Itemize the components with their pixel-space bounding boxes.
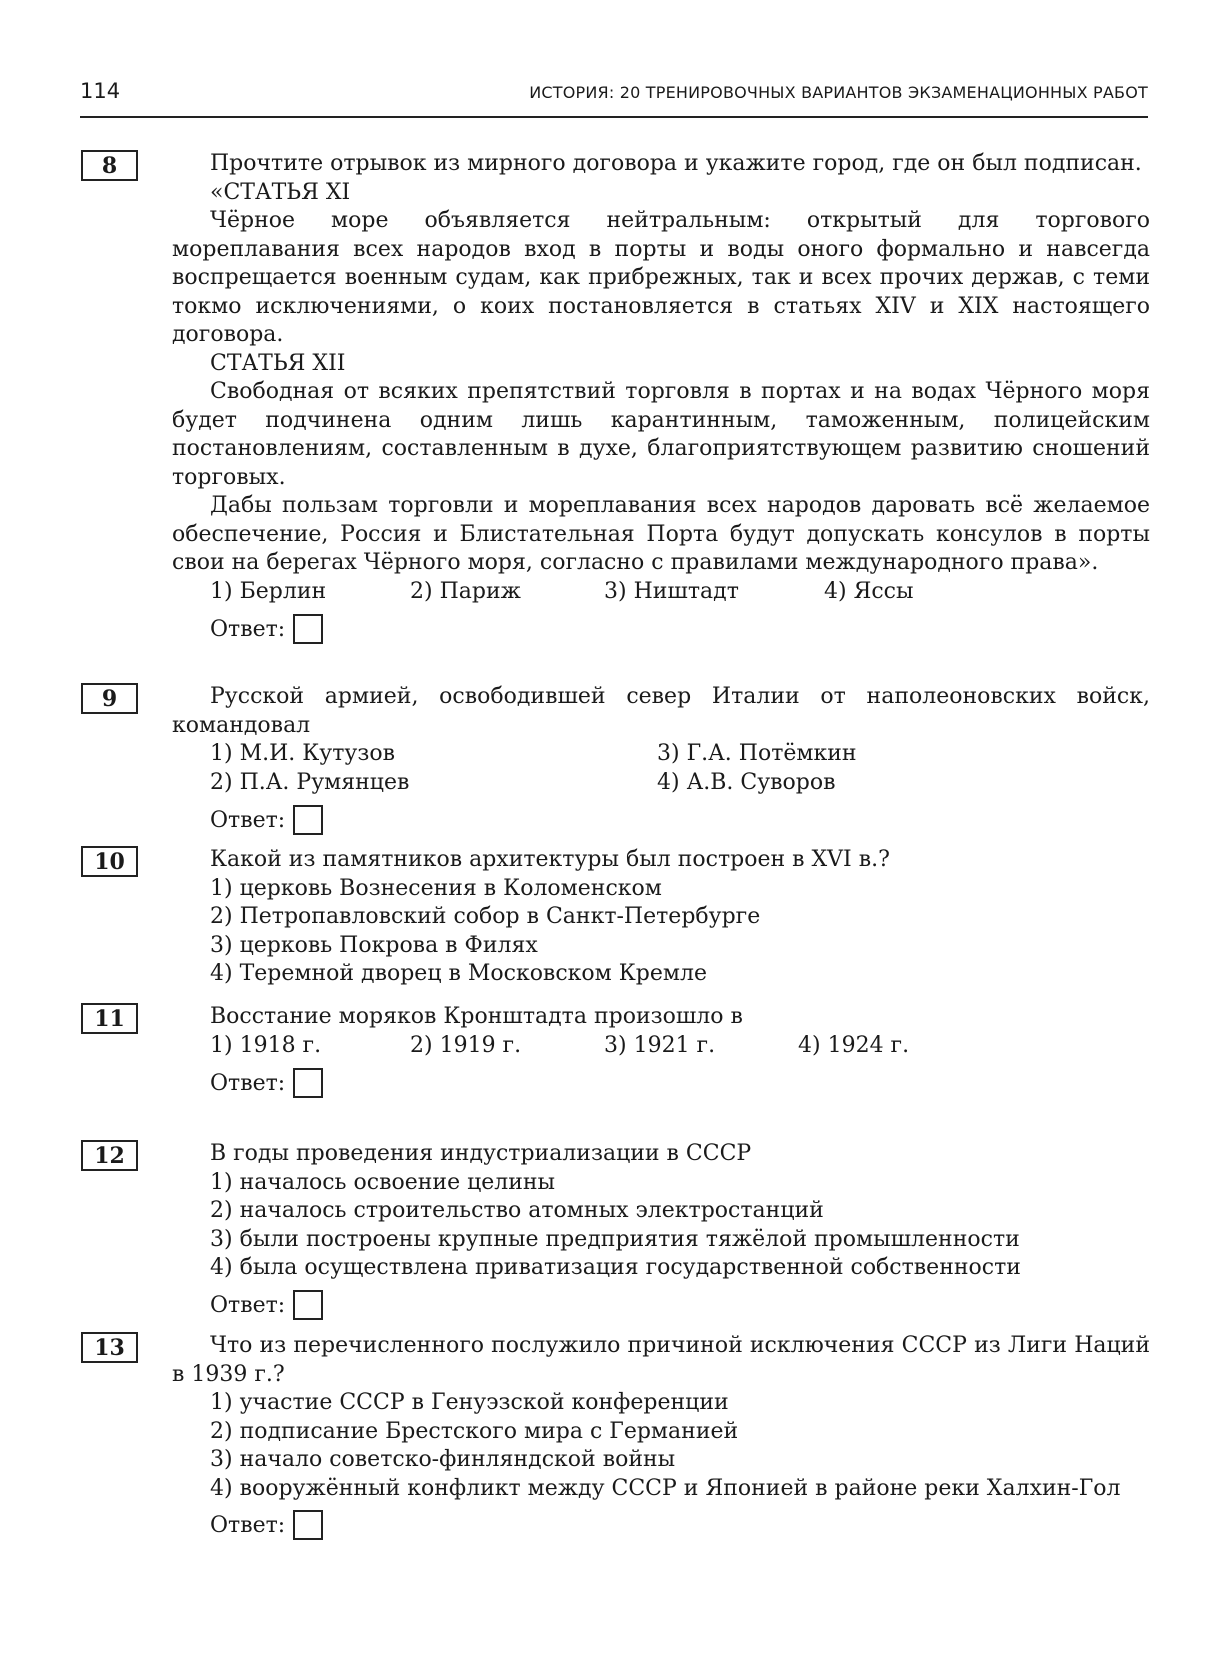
question-12 — [80, 1140, 1150, 1324]
option-1: 1) церковь Вознесения в Коломенском — [210, 875, 662, 901]
question-11 — [80, 1003, 1150, 1102]
option-3: 3) были построены крупные предприятия тяжёлой промышленности — [210, 1226, 1020, 1252]
option-4: 4) Теремной дворец в Московском Кремле — [210, 961, 707, 986]
answer-label: Ответ: — [210, 1513, 286, 1538]
option-1: 1) М.И. Кутузов — [210, 741, 395, 766]
answer-label: Ответ: — [210, 1070, 286, 1096]
answer-line — [172, 805, 1150, 839]
answer-line — [172, 1068, 1150, 1102]
question-prompt: Восстание моряков Кронштадта произошло в — [210, 1004, 743, 1029]
answer-box[interactable] — [293, 614, 323, 644]
answer-options — [172, 578, 1150, 607]
option-2: 2) Париж — [410, 578, 521, 604]
option-4: 4) А.В. Суворов — [657, 770, 836, 795]
option-3: 3) начало советско-финляндской войны — [210, 1447, 676, 1472]
option-1: 1) участие СССР в Генуэзской конференции — [210, 1390, 729, 1415]
answer-options — [172, 769, 1150, 798]
answer-label: Ответ: — [210, 808, 286, 833]
option-4: 4) 1924 г. — [798, 1032, 910, 1058]
question-number: 9 — [81, 683, 138, 714]
article-title: «СТАТЬЯ XI — [210, 179, 351, 205]
option-4: 4) Яссы — [824, 578, 914, 604]
answer-options — [172, 740, 1150, 769]
option-2: 2) началось строительство атомных электростанций — [210, 1198, 824, 1223]
option-4: 4) была осуществлена приватизация государственной собственности — [210, 1255, 1021, 1280]
answer-label: Ответ: — [210, 616, 286, 642]
page-header — [80, 76, 1148, 118]
option-3: 3) 1921 г. — [604, 1032, 716, 1058]
option-2: 2) подписание Брестского мира с Германией — [210, 1418, 739, 1444]
answer-line — [172, 1290, 1150, 1324]
article-text: Свободная от всяких препятствий торговля в портах и на водах Чёрного моря будет подчинена одним лишь карантинным, таможенным, полицейским постановлениям, составленным в духе, благоприятствующем развитию сношений торговых. — [172, 379, 1150, 490]
question-13 — [80, 1332, 1150, 1544]
question-number: 8 — [81, 150, 138, 181]
answer-box[interactable] — [293, 805, 323, 835]
running-title: ИСТОРИЯ: 20 ТРЕНИРОВОЧНЫХ ВАРИАНТОВ ЭКЗАМЕНАЦИОННЫХ РАБОТ — [529, 83, 1148, 102]
question-10 — [80, 846, 1150, 989]
option-2: 2) Петропавловский собор в Санкт-Петербурге — [210, 904, 761, 929]
question-number: 12 — [81, 1140, 138, 1171]
option-2: 2) П.А. Румянцев — [210, 770, 410, 795]
answer-line — [172, 1510, 1150, 1544]
article-title: СТАТЬЯ XII — [210, 350, 346, 376]
question-9 — [80, 683, 1150, 839]
question-prompt: В годы проведения индустриализации в СССР — [210, 1141, 752, 1166]
option-3: 3) Ништадт — [604, 578, 739, 604]
question-number: 11 — [81, 1003, 138, 1034]
answer-options — [172, 1032, 1150, 1061]
option-1: 1) началось освоение целины — [210, 1169, 556, 1195]
answer-box[interactable] — [293, 1510, 323, 1540]
page-number: 114 — [80, 79, 121, 103]
question-prompt: Что из перечисленного послужило причиной исключения СССР из Лиги Наций в 1939 г.? — [172, 1333, 1150, 1387]
option-4: 4) вооружённый конфликт между СССР и Японией в районе реки Халхин-Гол — [210, 1475, 1121, 1501]
article-text: Дабы пользам торговли и мореплавания всех народов даровать всё желаемое обеспечение, Россия и Блистательная Порта будут допускать консулов в порты свои на берегах Чёрного моря, согласно с правилами международного права». — [172, 493, 1150, 575]
question-prompt: Какой из памятников архитектуры был построен в XVI в.? — [210, 847, 890, 872]
question-number: 10 — [81, 846, 138, 877]
option-2: 2) 1919 г. — [410, 1032, 522, 1058]
option-3: 3) церковь Покрова в Филях — [210, 932, 538, 958]
answer-box[interactable] — [293, 1290, 323, 1320]
option-1: 1) 1918 г. — [210, 1032, 322, 1058]
answer-label: Ответ: — [210, 1292, 286, 1318]
question-prompt: Прочтите отрывок из мирного договора и укажите город, где он был подписан. — [210, 151, 1142, 176]
answer-box[interactable] — [293, 1068, 323, 1098]
question-prompt: Русской армией, освободившей север Италии от наполеоновских войск, командовал — [172, 684, 1150, 738]
question-number: 13 — [81, 1332, 138, 1363]
article-text: Чёрное море объявляется нейтральным: открытый для торгового мореплавания всех народов вход в порты и воды оного формально и навсегда воспрещается военным судам, как прибрежных, так и всех прочих держав, с теми токмо исключениями, о коих постановляется в статьях XIV и XIX настоящего договора. — [172, 208, 1150, 347]
option-3: 3) Г.А. Потёмкин — [657, 741, 857, 766]
option-1: 1) Берлин — [210, 578, 327, 604]
answer-line — [172, 614, 1150, 648]
question-8 — [80, 150, 1150, 648]
